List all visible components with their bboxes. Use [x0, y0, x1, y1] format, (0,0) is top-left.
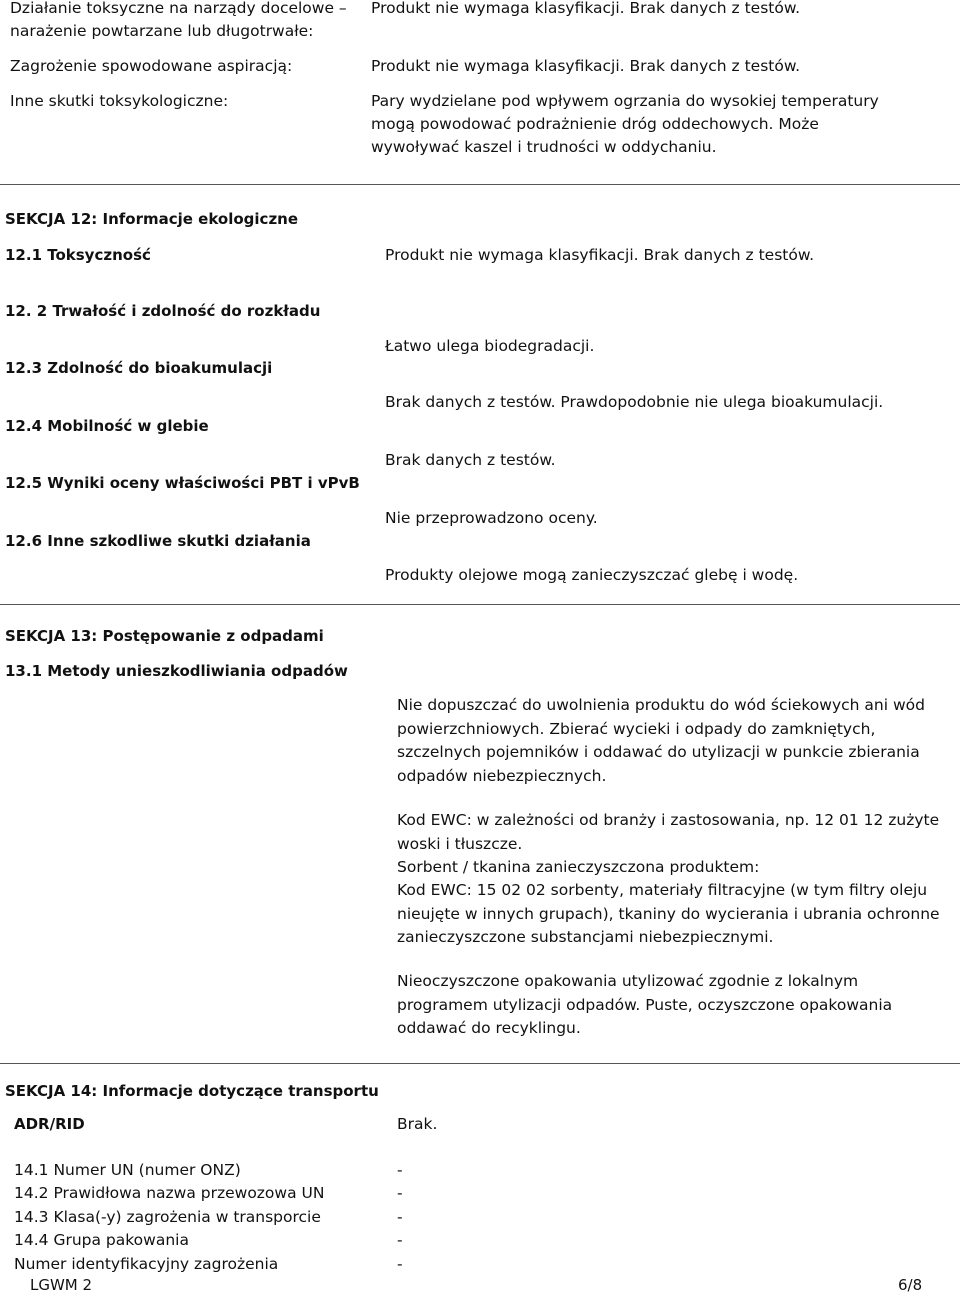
value-12-4: Brak danych z testów. [385, 451, 556, 469]
label-14-1: 14.1 Numer UN (numer ONZ) [14, 1161, 241, 1179]
value-12-6: Produkty olejowe mogą zanieczyszczać glebę i wodę. [385, 566, 799, 584]
divider [0, 604, 960, 605]
value-aspiration-hazard: Produkt nie wymaga klasyfikacji. Brak danych z testów. [371, 57, 801, 75]
value-hazard-id: - [397, 1255, 403, 1273]
label-aspiration-hazard: Zagrożenie spowodowane aspiracją: [10, 57, 293, 75]
waste-para-5: Nieoczyszczone opakowania utylizować zgodnie z lokalnym programem utylizacji odpadów. Puste, oczyszczone opakowania oddawać do recyklingu. [397, 972, 893, 1037]
waste-para-4: Kod EWC: 15 02 02 sorbenty, materiały filtracyjne (w tym filtry oleju nieujęte w innych grupach), tkaniny do wycierania i ubrania ochronne zanieczyszczone substancjami niebezpiecznymi. [397, 881, 940, 946]
section-13-title: SEKCJA 13: Postępowanie z odpadami [5, 627, 324, 645]
value-adr-rid: Brak. [397, 1115, 438, 1133]
value-12-3: Brak danych z testów. Prawdopodobnie nie ulega bioakumulacji. [385, 393, 884, 411]
value-12-2: Łatwo ulega biodegradacji. [385, 337, 595, 355]
waste-para-2: Kod EWC: w zależności od branży i zastosowania, np. 12 01 12 zużyte woski i tłuszcze. [397, 811, 940, 853]
waste-para-1: Nie dopuszczać do uwolnienia produktu do wód ściekowych ani wód powierzchniowych. Zbierać wycieki i odpady do zamkniętych, szczelnych pojemników i oddawać do utylizacji w punkcie zbierania odpadów niebezpiecznych. [397, 696, 925, 785]
section-14-title: SEKCJA 14: Informacje dotyczące transportu [5, 1082, 379, 1100]
label-adr-rid: ADR/RID [14, 1115, 85, 1133]
value-14-2: - [397, 1184, 403, 1202]
section-12-title: SEKCJA 12: Informacje ekologiczne [5, 210, 299, 228]
label-12-4-mobility: 12.4 Mobilność w glebie [5, 417, 209, 435]
value-target-organ-repeated: Produkt nie wymaga klasyfikacji. Brak danych z testów. [371, 0, 801, 17]
label-12-2-persistence: 12. 2 Trwałość i zdolność do rozkładu [5, 302, 321, 320]
label-14-2: 14.2 Prawidłowa nazwa przewozowa UN [14, 1184, 325, 1202]
footer-page-number: 6/8 [898, 1276, 923, 1294]
label-12-1-toxicity: 12.1 Toksyczność [5, 246, 151, 264]
label-14-4: 14.4 Grupa pakowania [14, 1231, 189, 1249]
value-other-effects: Pary wydzielane pod wpływem ogrzania do wysokiej temperatury mogą powodować podrażnienie dróg oddechowych. Może wywoływać kaszel i trudności w oddychaniu. [371, 92, 879, 156]
value-14-4: - [397, 1231, 403, 1249]
label-12-5-pbt: 12.5 Wyniki oceny właściwości PBT i vPvB [5, 474, 360, 492]
label-12-6-other: 12.6 Inne szkodliwe skutki działania [5, 532, 311, 550]
label-other-effects: Inne skutki toksykologiczne: [10, 92, 229, 110]
label-hazard-id: Numer identyfikacyjny zagrożenia [14, 1255, 279, 1273]
label-13-1-methods: 13.1 Metody unieszkodliwiania odpadów [5, 662, 348, 680]
divider [0, 1063, 960, 1064]
label-12-3-bioaccumulation: 12.3 Zdolność do bioakumulacji [5, 359, 273, 377]
value-14-3: - [397, 1208, 403, 1226]
value-12-5: Nie przeprowadzono oceny. [385, 509, 598, 527]
value-12-1-toxicity: Produkt nie wymaga klasyfikacji. Brak danych z testów. [385, 246, 815, 264]
divider [0, 184, 960, 185]
label-target-organ-repeated: Działanie toksyczne na narządy docelowe – narażenie powtarzane lub długotrwałe: [10, 0, 347, 40]
label-14-3: 14.3 Klasa(-y) zagrożenia w transporcie [14, 1208, 321, 1226]
waste-para-3: Sorbent / tkanina zanieczyszczona produktem: [397, 858, 760, 876]
footer-product-code: LGWM 2 [30, 1276, 93, 1294]
value-14-1: - [397, 1161, 403, 1179]
